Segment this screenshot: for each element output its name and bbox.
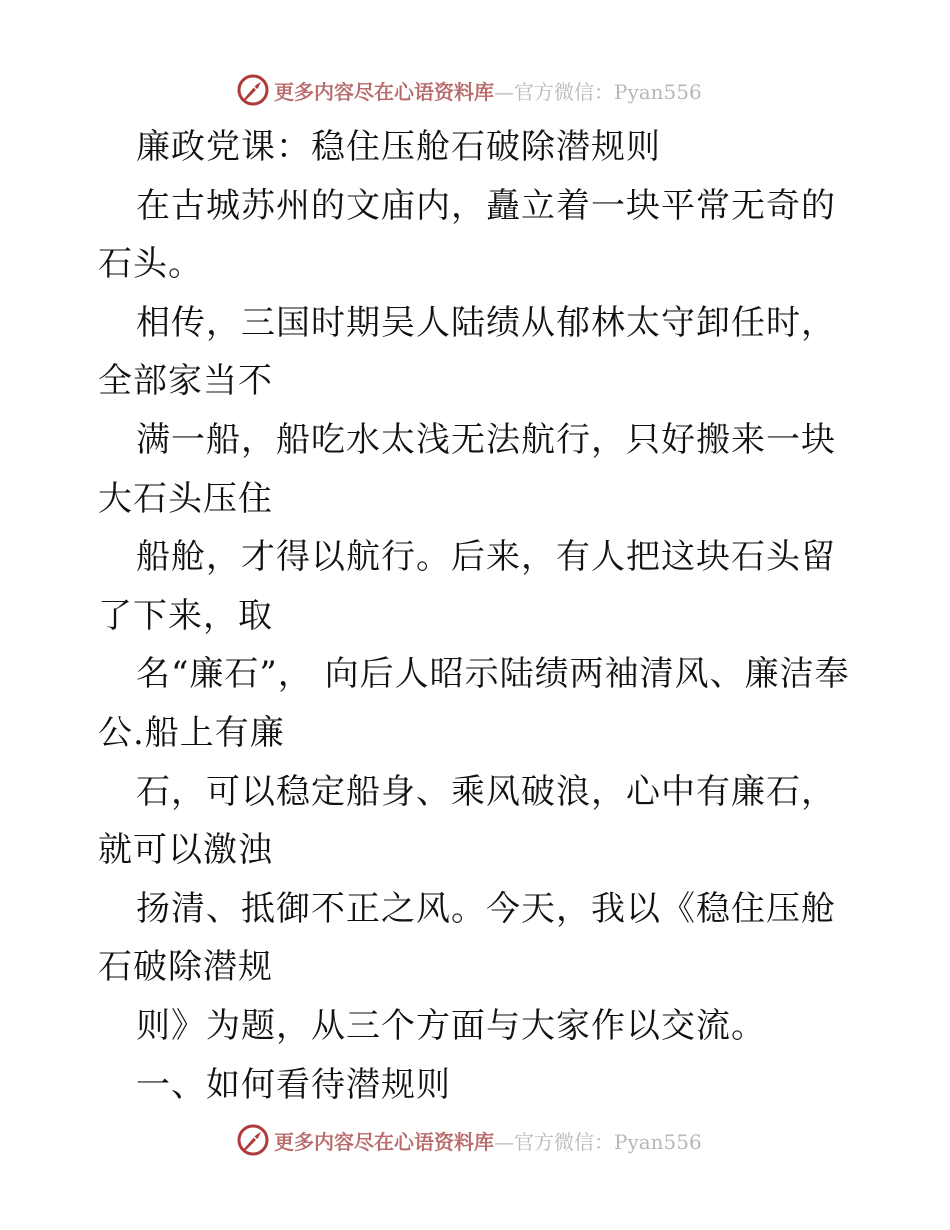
paragraph: 船舱，才得以航行。后来，有人把这块石头留了下来，取: [98, 537, 836, 636]
section-heading: 一、如何看待潜规则: [136, 1064, 451, 1105]
banner-sub-text: —官方微信：Pyan556: [494, 1129, 702, 1154]
paragraph: 相传，三国时期吴人陆绩从郁林太守卸任时，全部家当不: [98, 302, 836, 402]
paragraph: 扬清、抵御不正之风。今天，我以《稳住压舱石破除潜规: [98, 888, 836, 988]
pen-nib-logo-icon: [236, 73, 270, 107]
header-banner: [236, 72, 702, 108]
document-title: 廉政党课：稳住压舱石破除潜规则: [136, 127, 661, 167]
footer-banner: [236, 1122, 702, 1158]
paragraph: 满一船，船吃水太浅无法航行，只好搬来一块大石头压住: [98, 419, 836, 519]
banner-main-text: 更多内容尽在心语资料库: [274, 1129, 494, 1154]
paragraph: 则》为题，从三个方面与大家作以交流。: [136, 1005, 766, 1046]
banner-sub-text: —官方微信：Pyan556: [494, 79, 702, 104]
document-body: [98, 118, 858, 1114]
paragraph: 在古城苏州的文庙内，矗立着一块平常无奇的石头。: [98, 185, 836, 285]
banner-main-text: 更多内容尽在心语资料库: [274, 79, 494, 104]
paragraph: 石，可以稳定船身、乘风破浪，心中有廉石，就可以激浊: [98, 771, 836, 871]
pen-nib-logo-icon: [236, 1123, 270, 1157]
paragraph: 名“廉石”， 向后人昭示陆绩两袖清风、廉洁奉公.船上有廉: [98, 654, 850, 753]
